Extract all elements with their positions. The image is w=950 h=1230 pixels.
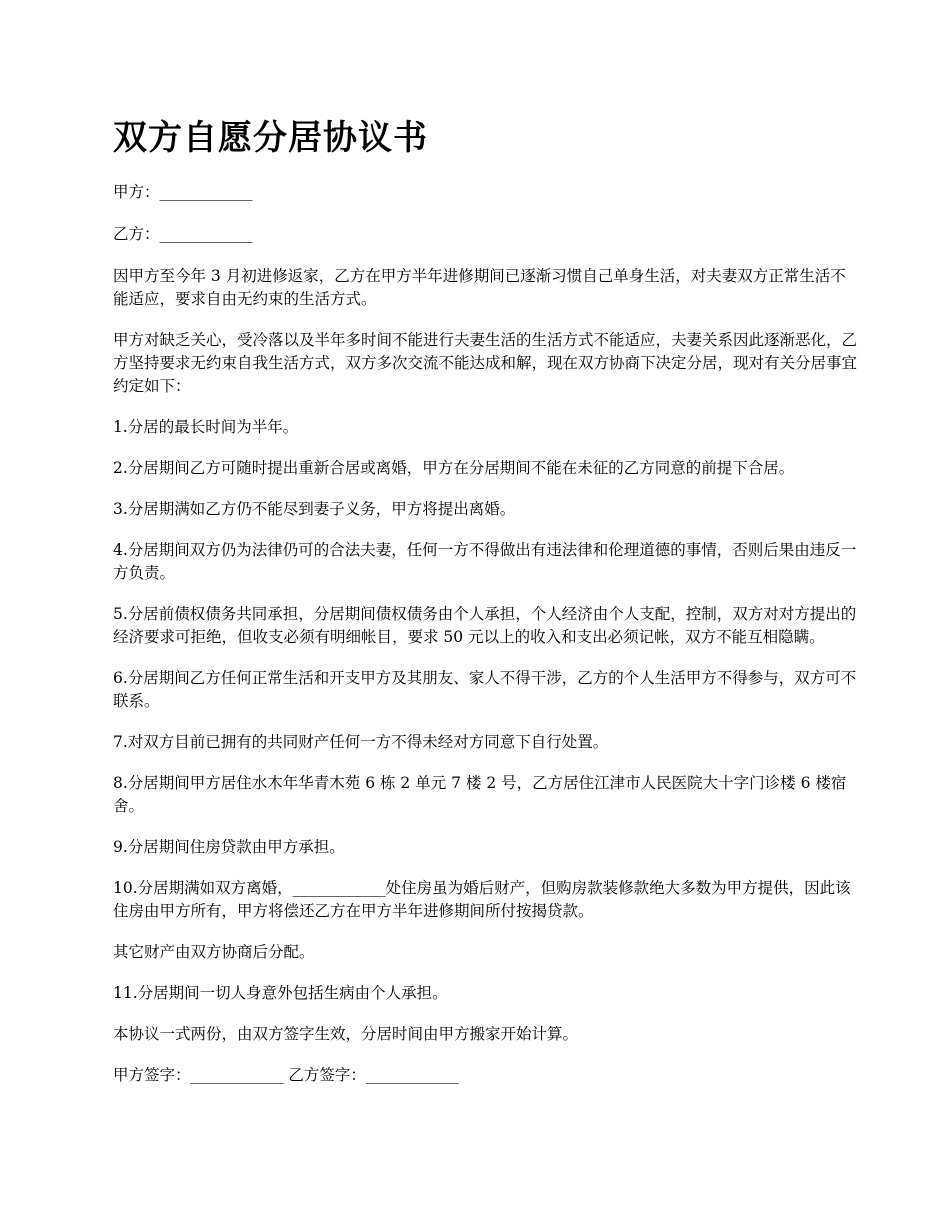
clause-7: 7.对双方目前已拥有的共同财产任何一方不得未经对方同意下自行处置。 bbox=[113, 733, 609, 751]
clause-11: 11.分居期间一切人身意外包括生病由个人承担。 bbox=[113, 984, 448, 1002]
party-b-line: 乙方：____________ bbox=[113, 225, 253, 243]
clause-1: 1.分居的最长时间为半年。 bbox=[113, 418, 299, 436]
clause-9: 9.分居期间住房贷款由甲方承担。 bbox=[113, 838, 345, 856]
clause-10: 10.分居期满如双方离婚，____________处住房虽为婚后财产，但购房款装修款绝大多数为甲方提供，因此该住房由甲方所有，甲方将偿还乙方在甲方半年进修期间所付按揭贷款。 bbox=[113, 879, 851, 920]
clause-8: 8.分居期间甲方居住水木年华青木苑 6 栋 2 单元 7 楼 2 号，乙方居住江津市人民医院大十字门诊楼 6 楼宿舍。 bbox=[113, 774, 847, 815]
signature-line: 甲方签字：____________ 乙方签字：____________ bbox=[113, 1066, 459, 1084]
clause-4: 4.分居期间双方仍为法律仍可的合法夫妻，任何一方不得做出有违法律和伦理道德的事情，否则后果由违反一方负责。 bbox=[113, 541, 857, 582]
paragraph-effective: 本协议一式两份，由双方签字生效，分居时间由甲方搬家开始计算。 bbox=[113, 1025, 579, 1043]
party-a-line: 甲方：____________ bbox=[113, 183, 253, 201]
paragraph-background: 因甲方至今年 3 月初进修返家，乙方在甲方半年进修期间已逐渐习惯自己单身生活，对夫妻双方正常生活不能适应，要求自由无约束的生活方式。 bbox=[113, 267, 846, 308]
document-title: 双方自愿分居协议书 bbox=[113, 118, 428, 158]
paragraph-other-property: 其它财产由双方协商后分配。 bbox=[113, 943, 315, 961]
clause-5: 5.分居前债权债务共同承担，分居期间债权债务由个人承担，个人经济由个人支配，控制，双方对对方提出的经济要求可拒绝，但收支必须有明细帐目，要求 50 元以上的收入和支出必须记帐，双方不能互相隐瞒。 bbox=[113, 605, 857, 646]
clause-6: 6.分居期间乙方任何正常生活和开支甲方及其朋友、家人不得干涉，乙方的个人生活甲方不得参与，双方可不联系。 bbox=[113, 669, 857, 710]
clause-2: 2.分居期间乙方可随时提出重新合居或离婚，甲方在分居期间不能在未征的乙方同意的前提下合居。 bbox=[113, 459, 795, 477]
paragraph-reason: 甲方对缺乏关心，受冷落以及半年多时间不能进行夫妻生活的生活方式不能适应，夫妻关系因此逐渐恶化，乙方坚持要求无约束自我生活方式，双方多次交流不能达成和解，现在双方协商下决定分居，现对有关分居事宜约定如下： bbox=[113, 331, 858, 395]
document-page bbox=[113, 112, 858, 1087]
clause-3: 3.分居期满如乙方仍不能尽到妻子义务，甲方将提出离婚。 bbox=[113, 500, 516, 518]
